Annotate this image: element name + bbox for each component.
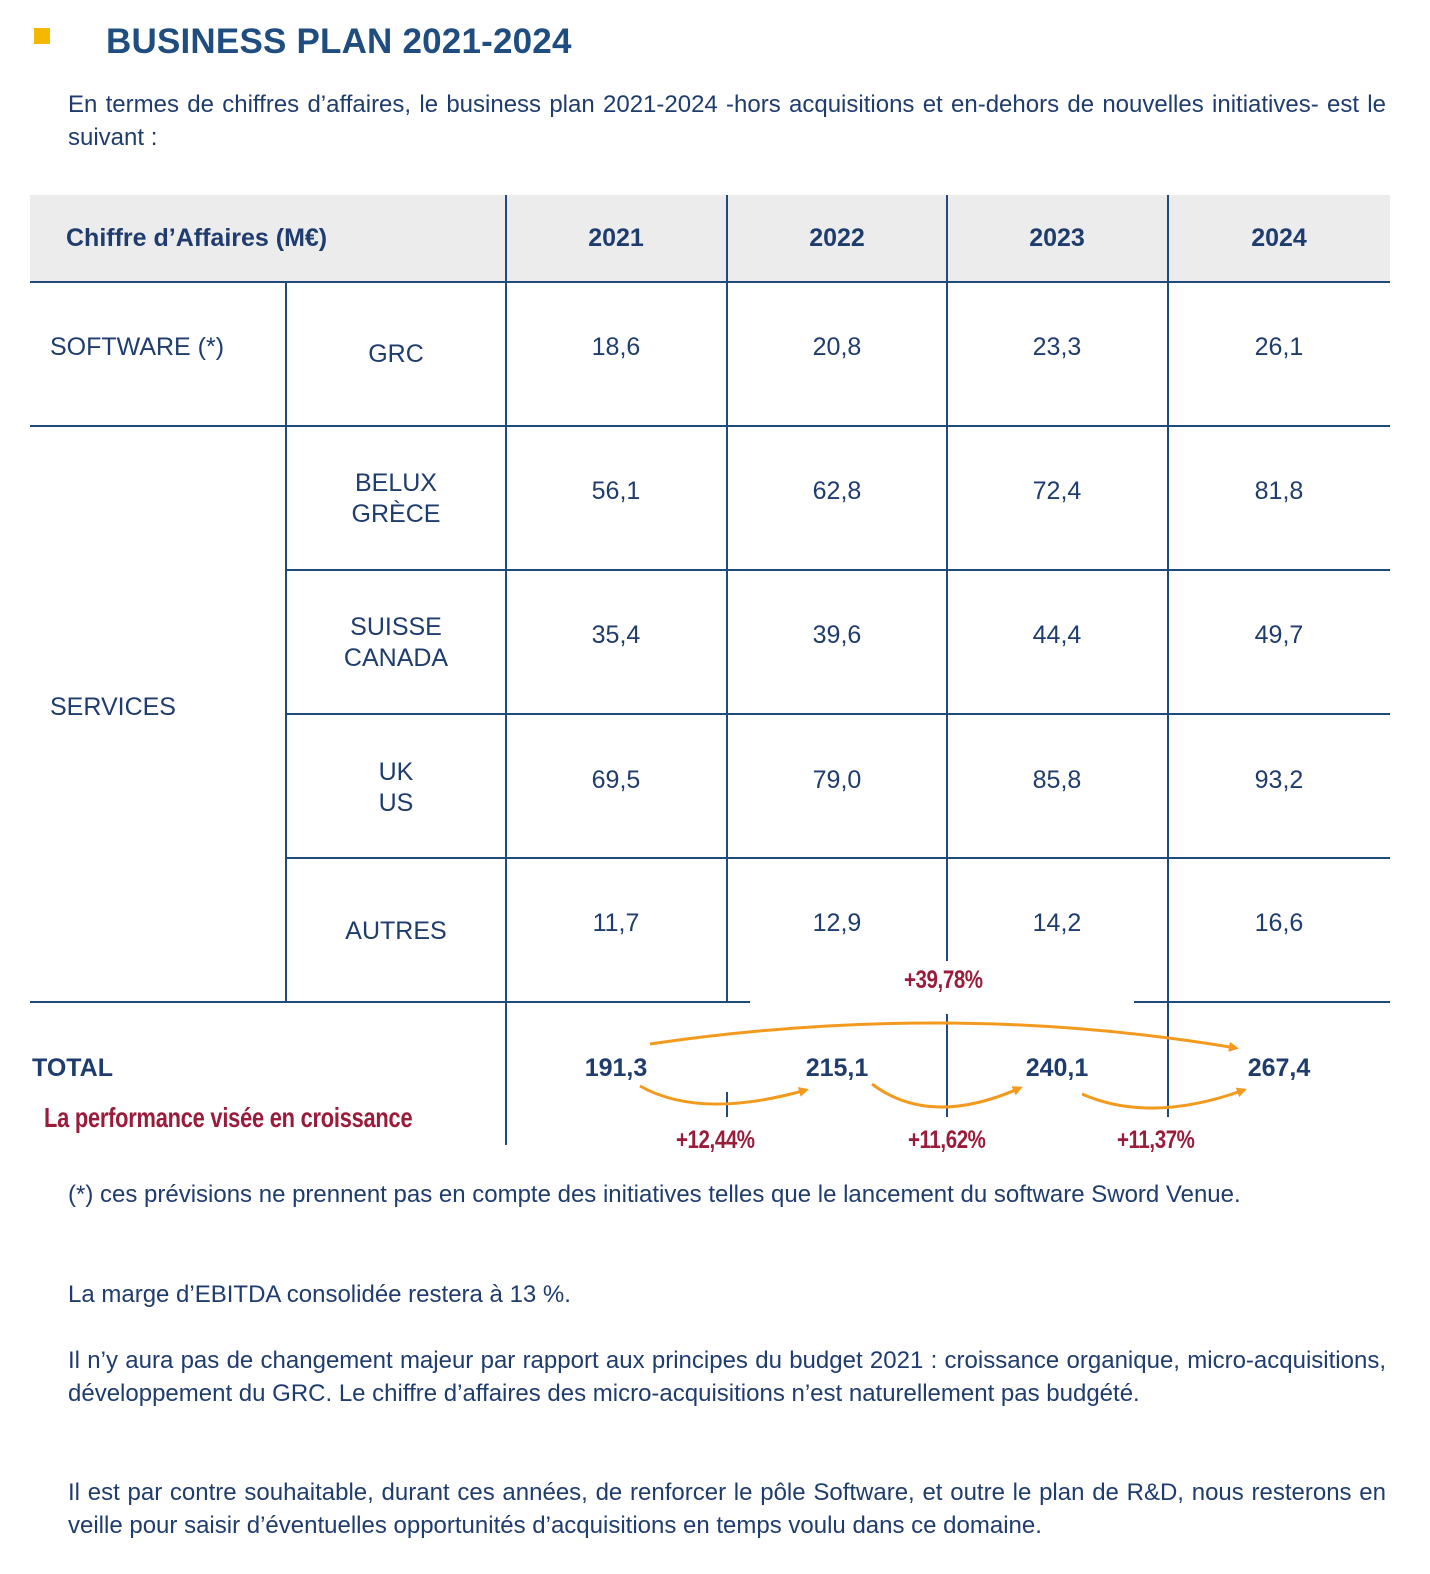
value-cell: 12,9: [812, 908, 862, 937]
row-label-uk: UK: [378, 757, 414, 786]
row-label-autres: AUTRES: [345, 916, 447, 945]
table-rule: [1134, 1001, 1390, 1003]
growth-label-2022: +12,44%: [676, 1126, 755, 1154]
total-value-2023: 240,1: [1025, 1053, 1089, 1082]
ebitda-paragraph: La marge d’EBITDA consolidée restera à 13 %.: [68, 1281, 571, 1308]
table-rule: [30, 1001, 750, 1003]
growth-label-2023: +11,62%: [908, 1126, 986, 1154]
value-cell: 14,2: [1032, 908, 1082, 937]
segment-software: SOFTWARE (*): [50, 332, 225, 361]
title-bullet: [34, 28, 50, 44]
header-year-2023: 2023: [1029, 223, 1085, 252]
header-year-2022: 2022: [809, 223, 865, 252]
value-cell: 56,1: [591, 476, 641, 505]
software-paragraph: Il est par contre souhaitable, durant ces années, de renforcer le pôle Software, et outre le plan de R&D, nous resterons en veille pour saisir d’éventuelles opportunités d’acquisitions en temps voulu dans ce domaine.: [68, 1479, 1386, 1539]
value-cell: 35,4: [591, 620, 641, 649]
total-value-2024: 267,4: [1247, 1053, 1311, 1082]
value-cell: 62,8: [812, 476, 862, 505]
row-label-grc: GRC: [368, 339, 424, 368]
table-divider: [726, 1092, 728, 1117]
segment-services: SERVICES: [50, 692, 176, 721]
intro-paragraph: En termes de chiffres d’affaires, le business plan 2021-2024 -hors acquisitions et en-dehors de nouvelles initiatives- est le suivant :: [68, 91, 1386, 151]
value-cell: 39,6: [812, 620, 862, 649]
value-cell: 11,7: [592, 908, 640, 937]
value-cell: 18,6: [591, 332, 641, 361]
table-rule: [286, 713, 1390, 715]
row-label-canada: CANADA: [343, 643, 449, 672]
table-rule: [30, 425, 1390, 427]
table-rule: [286, 569, 1390, 571]
header-year-2024: 2024: [1251, 223, 1307, 252]
overall-growth-arrow: [650, 1023, 1236, 1048]
value-cell: 23,3: [1032, 332, 1082, 361]
row-label-belux: BELUX: [355, 468, 437, 497]
growth-arrow-2023-2024: [1082, 1090, 1244, 1108]
total-label: TOTAL: [32, 1053, 114, 1082]
table-divider: [726, 195, 728, 1001]
row-label-us: US: [378, 788, 414, 817]
value-cell: 81,8: [1254, 476, 1304, 505]
table-rule: [30, 281, 1390, 283]
table-rule: [286, 857, 1390, 859]
value-cell: 20,8: [812, 332, 862, 361]
value-cell: 69,5: [591, 765, 641, 794]
performance-caption: La performance visée en croissance: [44, 1102, 413, 1133]
value-cell: 85,8: [1032, 765, 1082, 794]
value-cell: 16,6: [1254, 908, 1304, 937]
total-value-2022: 215,1: [805, 1053, 869, 1082]
value-cell: 44,4: [1032, 620, 1082, 649]
value-cell: 79,0: [812, 765, 862, 794]
footnote: (*) ces prévisions ne prennent pas en compte des initiatives telles que le lancement du software Sword Venue.: [68, 1181, 1241, 1208]
row-label-grece: GRÈCE: [351, 499, 441, 528]
page-title: BUSINESS PLAN 2021-2024: [106, 22, 572, 61]
header-label: Chiffre d’Affaires (M€): [66, 223, 328, 252]
value-cell: 26,1: [1254, 332, 1304, 361]
header-year-2021: 2021: [588, 223, 644, 252]
value-cell: 49,7: [1254, 620, 1304, 649]
growth-label-2024: +11,37%: [1117, 1126, 1195, 1154]
overall-growth-label: +39,78%: [904, 966, 983, 994]
value-cell: 93,2: [1254, 765, 1304, 794]
total-value-2021: 191,3: [584, 1053, 648, 1082]
budget-paragraph: Il n’y aura pas de changement majeur par rapport aux principes du budget 2021 : croissance organique, micro-acquisitions, développement du GRC. Le chiffre d’affaires des micro-acquisitions n’est naturellement pas budgété.: [68, 1347, 1386, 1407]
row-label-suisse: SUISSE: [350, 612, 442, 641]
table-divider: [946, 195, 948, 961]
growth-arrow-2021-2022: [640, 1086, 806, 1104]
value-cell: 72,4: [1032, 476, 1082, 505]
